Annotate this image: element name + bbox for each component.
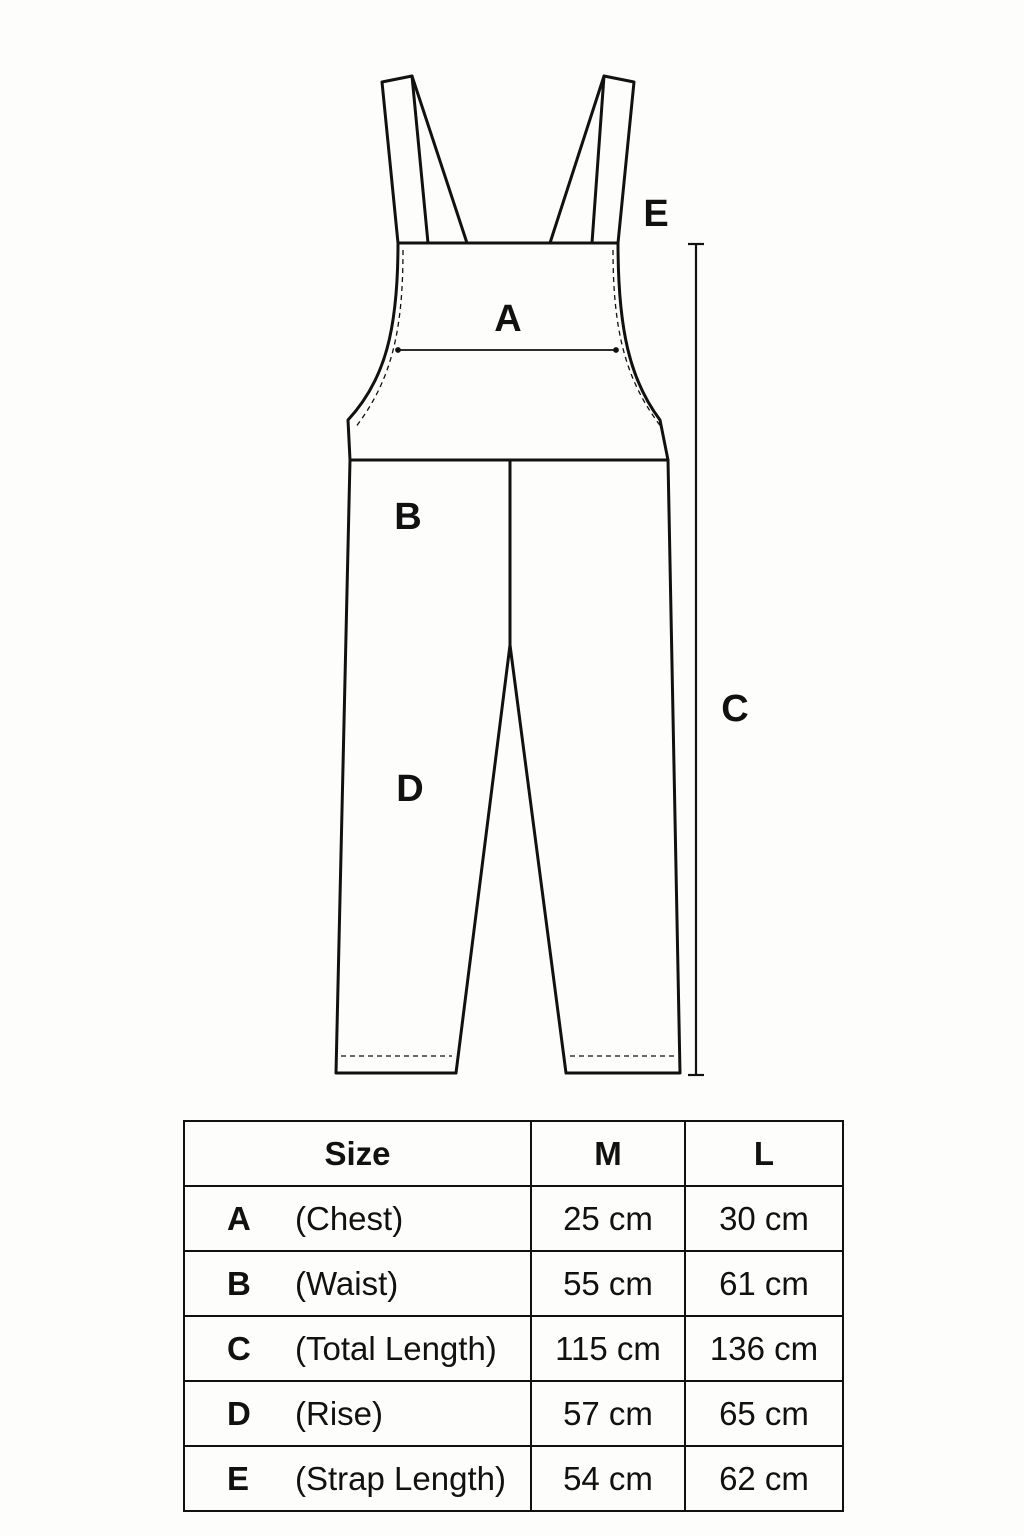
- right-strap: [592, 76, 634, 243]
- label-d: D: [396, 768, 424, 810]
- header-m: M: [531, 1121, 685, 1186]
- label-c: C: [721, 688, 749, 730]
- header-size: Size: [184, 1121, 531, 1186]
- row-value-m: 55 cm: [531, 1251, 685, 1316]
- row-value-m: 57 cm: [531, 1381, 685, 1446]
- table-row: [184, 1251, 843, 1316]
- row-label: [184, 1251, 531, 1316]
- row-value-m: 115 cm: [531, 1316, 685, 1381]
- row-name: (Waist): [295, 1264, 399, 1302]
- legs-outline: [336, 460, 680, 1073]
- row-value-m: 25 cm: [531, 1186, 685, 1251]
- row-label: [184, 1381, 531, 1446]
- row-name: (Total Length): [295, 1329, 497, 1367]
- bib-stitch-right: [613, 250, 662, 428]
- row-label: [184, 1446, 531, 1511]
- row-name: (Chest): [295, 1199, 404, 1237]
- row-name: (Strap Length): [295, 1459, 506, 1497]
- header-l: L: [685, 1121, 843, 1186]
- row-value-l: 136 cm: [685, 1316, 843, 1381]
- label-a: A: [494, 298, 522, 340]
- table-row: [184, 1446, 843, 1511]
- row-code: C: [227, 1329, 251, 1367]
- row-value-l: 61 cm: [685, 1251, 843, 1316]
- right-strap-fold: [550, 76, 604, 243]
- row-code: A: [227, 1199, 251, 1237]
- table-header-row: [184, 1121, 843, 1186]
- row-name: (Rise): [295, 1394, 383, 1432]
- row-code: D: [227, 1394, 251, 1432]
- row-value-m: 54 cm: [531, 1446, 685, 1511]
- table-row: [184, 1316, 843, 1381]
- row-code: B: [227, 1264, 251, 1302]
- row-code: E: [227, 1459, 250, 1497]
- label-e: E: [643, 193, 669, 235]
- row-label: [184, 1186, 531, 1251]
- row-label: [184, 1316, 531, 1381]
- table-row: [184, 1381, 843, 1446]
- row-value-l: 30 cm: [685, 1186, 843, 1251]
- row-value-l: 62 cm: [685, 1446, 843, 1511]
- row-value-l: 65 cm: [685, 1381, 843, 1446]
- label-b: B: [394, 496, 422, 538]
- table-row: [184, 1186, 843, 1251]
- size-chart-table: [183, 1120, 844, 1512]
